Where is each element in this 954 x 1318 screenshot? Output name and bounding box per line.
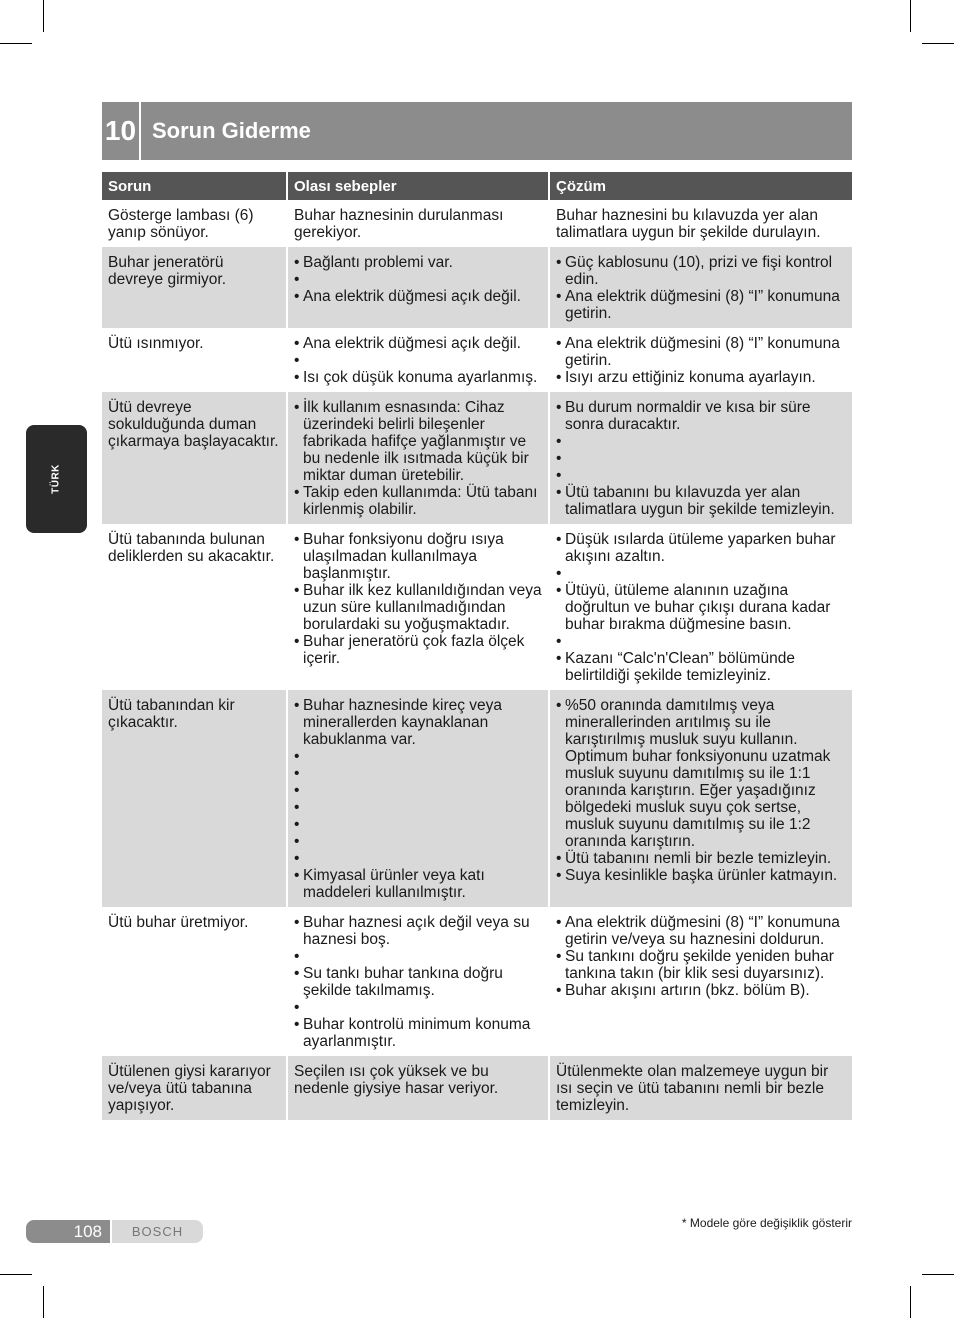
table-row bbox=[102, 524, 852, 690]
list-item: • Buhar akışını artırın (bkz. bölüm B). bbox=[556, 982, 846, 999]
table-row bbox=[102, 907, 852, 1056]
list-item: • Düşük ısılarda ütüleme yaparken buhar akışını azaltın. bbox=[556, 531, 846, 565]
list-item: • Isı çok düşük konuma ayarlanmış. bbox=[294, 369, 542, 386]
list-item: • Ana elektrik düğmesini (8) “I” konumuna getirin. bbox=[556, 288, 846, 322]
solution-cell bbox=[548, 328, 852, 392]
list-item: • Suya kesinlikle başka ürünler katmayın. bbox=[556, 867, 846, 884]
spacer bbox=[556, 450, 846, 467]
page-title: Sorun Giderme bbox=[152, 118, 311, 143]
troubleshooting-table bbox=[102, 172, 852, 1120]
table-header-row bbox=[102, 172, 852, 200]
list-item: • Bu durum normaldir ve kısa bir süre sonra duracaktır. bbox=[556, 399, 846, 433]
problem-cell: Ütülenen giysi kararıyor ve/veya ütü tabanına yapışıyor. bbox=[102, 1056, 286, 1120]
crop-mark bbox=[910, 0, 911, 32]
list-item: • Takip eden kullanımda: Ütü tabanı kirlenmiş olabilir. bbox=[294, 484, 542, 518]
list-item: • Ütü tabanını bu kılavuzda yer alan talimatlara uygun bir şekilde temizleyin. bbox=[556, 484, 846, 518]
cause-cell: Seçilen ısı çok yüksek ve bu nedenle giysiye hasar veriyor. bbox=[286, 1056, 548, 1120]
solution-cell bbox=[548, 907, 852, 1056]
table-row bbox=[102, 1056, 852, 1120]
column-header-problem: Sorun bbox=[102, 172, 286, 200]
problem-cell: Gösterge lambası (6) yanıp sönüyor. bbox=[108, 207, 254, 241]
list-item: • Su tankı buhar tankına doğru şekilde takılmamış. bbox=[294, 965, 542, 999]
cause-cell: Buhar haznesinin durulanması gerekiyor. bbox=[294, 207, 504, 241]
list-item: • Buhar haznesinde kireç veya minerallerden kaynaklanan kabuklanma var. bbox=[294, 697, 542, 748]
spacer bbox=[294, 948, 542, 965]
list-item: • Ana elektrik düğmesi açık değil. bbox=[294, 288, 542, 305]
spacer bbox=[294, 799, 542, 816]
problem-cell: Ütü ısınmıyor. bbox=[108, 335, 204, 352]
column-header-causes: Olası sebepler bbox=[286, 172, 548, 200]
problem-cell: Buhar jeneratörü devreye girmiyor. bbox=[102, 247, 286, 328]
table-row bbox=[102, 247, 852, 328]
table-row bbox=[102, 392, 852, 524]
spacer bbox=[556, 467, 846, 484]
footnote: * Modele göre değişiklik gösterir bbox=[681, 1216, 852, 1230]
list-item: • Kazanı “Calc'n'Clean” bölümünde belirtildiği şekilde temizleyiniz. bbox=[556, 650, 846, 684]
page-number-badge bbox=[26, 1220, 110, 1243]
spacer bbox=[294, 850, 542, 867]
crop-mark bbox=[910, 1286, 911, 1318]
list-item: • Buhar kontrolü minimum konuma ayarlanmıştır. bbox=[294, 1016, 542, 1050]
list-item: • Ana elektrik düğmesi açık değil. bbox=[294, 335, 542, 352]
language-tab bbox=[26, 425, 87, 533]
cause-cell bbox=[286, 247, 548, 328]
problem-cell: Ütü devreye sokulduğunda duman çıkarmaya başlayacaktır. bbox=[102, 392, 286, 524]
problem-cell: Ütü tabanında bulunan deliklerden su akacaktır. bbox=[108, 531, 275, 565]
solution-cell bbox=[548, 392, 852, 524]
brand-name: BOSCH bbox=[131, 1224, 184, 1239]
solution-cell: Ütülenmekte olan malzemeye uygun bir ısı seçin ve ütü tabanını nemli bir bezle temizleyin. bbox=[548, 1056, 852, 1120]
cause-cell bbox=[286, 907, 548, 1056]
list-item: • %50 oranında damıtılmış veya minerallerinden arıtılmış su ile karıştırılmış musluk suyu kullanın. Optimum buhar fonksiyonunu uzatmak musluk suyunu damıtılmış su ile 1:1 oranında karıştırın. Eğer yaşadığınız bölgedeki musluk suyu çok sertse, musluk suyunu damıtılmış su ile 1:2 oranında karıştırın. bbox=[556, 697, 846, 850]
cause-cell bbox=[286, 328, 548, 392]
list-item: • Buhar fonksiyonu doğru ısıya ulaşılmadan kullanılmaya başlanmıştır. bbox=[294, 531, 542, 582]
spacer bbox=[556, 633, 846, 650]
crop-mark bbox=[0, 1274, 32, 1275]
language-tab-label: TÜRK bbox=[50, 464, 62, 494]
list-item: • Buhar jeneratörü çok fazla ölçek içerir. bbox=[294, 633, 542, 667]
table-row bbox=[102, 328, 852, 392]
cause-cell bbox=[286, 392, 548, 524]
chapter-number: 10 bbox=[102, 102, 141, 160]
list-item: • Ütüyü, ütüleme alanının uzağına doğrultun ve buhar çıkışı durana kadar buhar bırakma düğmesine basın. bbox=[556, 582, 846, 633]
list-item: • İlk kullanım esnasında: Cihaz üzerindeki belirli bileşenler fabrikada hafifçe yağlanmıştır ve bu nedenle ilk ısıtmada küçük bir miktar duman üretebilir. bbox=[294, 399, 542, 484]
chapter-header bbox=[102, 102, 852, 160]
list-item: • Ütü tabanını nemli bir bezle temizleyin. bbox=[556, 850, 846, 867]
list-item: • Kimyasal ürünler veya katı maddeleri kullanılmıştır. bbox=[294, 867, 542, 901]
spacer bbox=[294, 833, 542, 850]
spacer bbox=[556, 565, 846, 582]
problem-cell: Ütü tabanından kir çıkacaktır. bbox=[102, 690, 286, 907]
list-item: • Buhar haznesi açık değil veya su haznesi boş. bbox=[294, 914, 542, 948]
list-item: • Ana elektrik düğmesini (8) “I” konumuna getirin ve/veya su haznesini doldurun. bbox=[556, 914, 846, 948]
crop-mark bbox=[922, 1274, 954, 1275]
solution-cell bbox=[548, 247, 852, 328]
problem-cell: Ütü buhar üretmiyor. bbox=[108, 914, 249, 931]
table-row bbox=[102, 690, 852, 907]
list-item: • Güç kablosunu (10), prizi ve fişi kontrol edin. bbox=[556, 254, 846, 288]
spacer bbox=[294, 816, 542, 833]
crop-mark bbox=[922, 43, 954, 44]
list-item: • Isıyı arzu ettiğiniz konuma ayarlayın. bbox=[556, 369, 846, 386]
table-row bbox=[102, 200, 852, 247]
spacer bbox=[294, 271, 542, 288]
column-header-solution: Çözüm bbox=[548, 172, 852, 200]
crop-mark bbox=[0, 43, 32, 44]
spacer bbox=[294, 352, 542, 369]
solution-cell bbox=[548, 690, 852, 907]
spacer bbox=[294, 765, 542, 782]
cause-cell bbox=[286, 690, 548, 907]
crop-mark bbox=[43, 1286, 44, 1318]
spacer bbox=[294, 999, 542, 1016]
list-item: • Bağlantı problemi var. bbox=[294, 254, 542, 271]
brand-badge bbox=[112, 1220, 203, 1243]
spacer bbox=[556, 433, 846, 450]
page-number: 108 bbox=[73, 1222, 102, 1241]
list-item: • Buhar ilk kez kullanıldığından veya uzun süre kullanılmadığından borulardaki su yoğuşmaktadır. bbox=[294, 582, 542, 633]
list-item: • Su tankını doğru şekilde yeniden buhar tankına takın (bir klik sesi duyarsınız). bbox=[556, 948, 846, 982]
solution-cell: Buhar haznesini bu kılavuzda yer alan talimatlara uygun bir şekilde durulayın. bbox=[556, 207, 821, 241]
solution-cell bbox=[548, 524, 852, 690]
spacer bbox=[294, 782, 542, 799]
list-item: • Ana elektrik düğmesini (8) “I” konumuna getirin. bbox=[556, 335, 846, 369]
crop-mark bbox=[43, 0, 44, 32]
cause-cell bbox=[286, 524, 548, 690]
spacer bbox=[294, 748, 542, 765]
